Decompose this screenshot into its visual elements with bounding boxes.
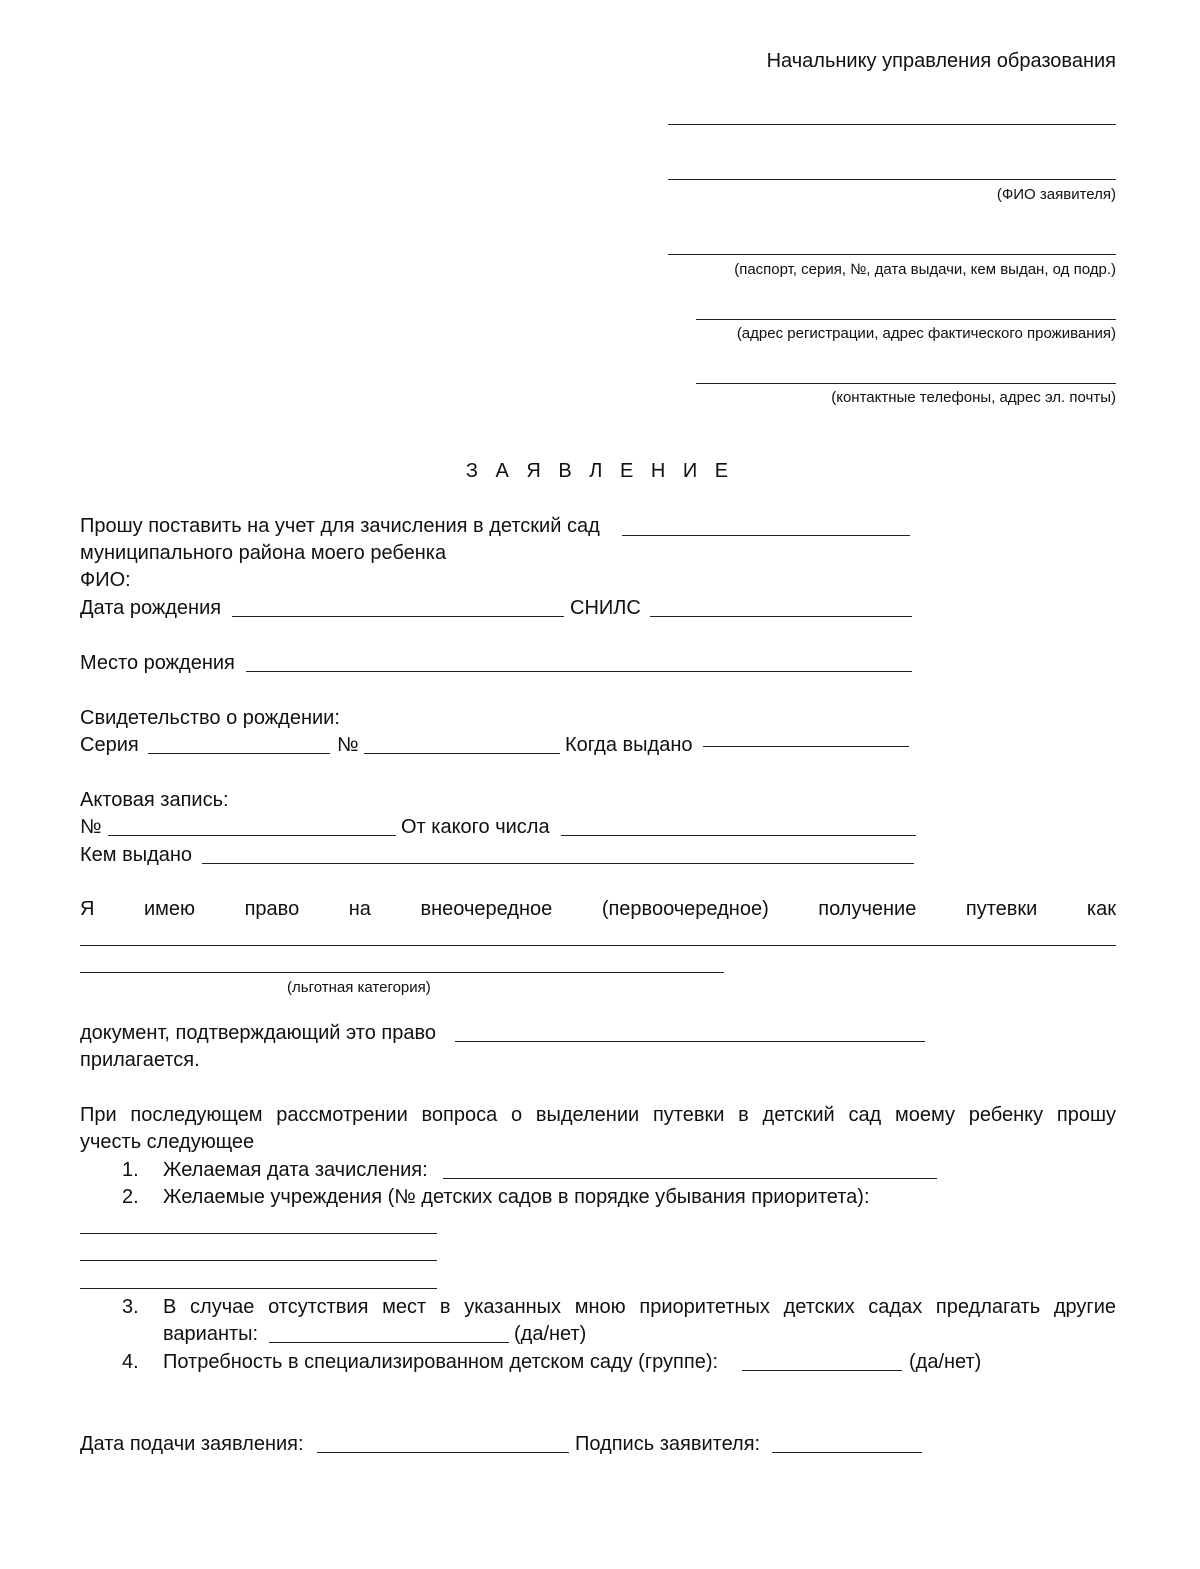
act-date-field[interactable]: [561, 835, 916, 836]
list-number: 3.: [122, 1296, 139, 1318]
birth-place-label: Место рождения: [80, 652, 235, 674]
preferences-intro-2: учесть следующее: [80, 1131, 255, 1153]
act-number-field[interactable]: [108, 835, 396, 836]
alternatives-field[interactable]: [269, 1342, 509, 1343]
desired-date-label: Желаемая дата зачисления:: [163, 1159, 428, 1181]
submission-date-field[interactable]: [317, 1452, 569, 1453]
page-title: З А Я В Л Е Н И Е: [465, 460, 735, 482]
category-caption: (льготная категория): [287, 979, 431, 996]
act-record-heading: Актовая запись:: [80, 789, 229, 811]
institution-field-3[interactable]: [80, 1288, 437, 1289]
certificate-heading: Свидетельство о рождении:: [80, 707, 340, 729]
privilege-word: (первоочередное): [601, 898, 769, 920]
special-group-label: Потребность в специализированном детском саду (группе):: [163, 1351, 719, 1373]
institution-field-1[interactable]: [80, 1233, 437, 1234]
list-number: 2.: [122, 1186, 139, 1208]
desired-institutions-label: Желаемые учреждения (№ детских садов в порядке убывания приоритета):: [163, 1186, 870, 1208]
desired-date-field[interactable]: [443, 1178, 937, 1179]
addressee: Начальнику управления образования: [766, 50, 1116, 72]
snils-field[interactable]: [650, 616, 912, 617]
alternatives-label-2: варианты:: [163, 1323, 259, 1345]
privilege-word: на: [348, 898, 371, 920]
attached-text: прилагается.: [80, 1049, 200, 1071]
signature-label: Подпись заявителя:: [575, 1433, 761, 1455]
passport-caption: (паспорт, серия, №, дата выдачи, кем выдан, од подр.): [734, 261, 1116, 278]
child-fio-label: ФИО:: [80, 569, 131, 591]
privilege-category-field-1[interactable]: [80, 945, 1116, 946]
act-issued-by-field[interactable]: [202, 863, 914, 864]
privilege-word: путевки: [965, 898, 1038, 920]
certificate-series-field[interactable]: [148, 753, 330, 754]
alternatives-suffix: (да/нет): [514, 1323, 587, 1345]
special-group-field[interactable]: [742, 1370, 902, 1371]
snils-label: СНИЛС: [570, 597, 641, 619]
certificate-number-field[interactable]: [364, 753, 560, 754]
privilege-word: внеочередное: [420, 898, 553, 920]
kindergarten-field[interactable]: [622, 535, 910, 536]
certificate-date-field[interactable]: [703, 746, 909, 747]
address-caption: (адрес регистрации, адрес фактического проживания): [736, 325, 1116, 342]
document-label: документ, подтверждающий это право: [80, 1022, 437, 1044]
privilege-word: Я: [80, 898, 95, 920]
privilege-category-field-2[interactable]: [80, 972, 724, 973]
act-number-label: №: [80, 816, 102, 838]
institution-field-2[interactable]: [80, 1260, 437, 1261]
privilege-statement: [80, 896, 1116, 922]
act-date-label: От какого числа: [401, 816, 550, 838]
contacts-field[interactable]: [696, 383, 1116, 384]
list-number: 4.: [122, 1351, 139, 1373]
special-group-suffix: (да/нет): [909, 1351, 982, 1373]
preferences-intro-1: При последующем рассмотрении вопроса о выделении путевки в детский сад моему ребенку прошу: [80, 1104, 1116, 1126]
privilege-word: получение: [818, 898, 917, 920]
certificate-date-label: Когда выдано: [565, 734, 693, 756]
passport-field[interactable]: [668, 254, 1116, 255]
addressee-name-field[interactable]: [668, 124, 1116, 125]
address-field[interactable]: [696, 319, 1116, 320]
submission-date-label: Дата подачи заявления:: [80, 1433, 304, 1455]
privilege-word: как: [1086, 898, 1116, 920]
request-line-1: Прошу поставить на учет для зачисления в детский сад: [80, 515, 600, 537]
fio-caption: (ФИО заявителя): [996, 186, 1116, 203]
applicant-fio-field[interactable]: [668, 179, 1116, 180]
contacts-caption: (контактные телефоны, адрес эл. почты): [831, 389, 1116, 406]
privilege-word: имею: [144, 898, 196, 920]
signature-field[interactable]: [772, 1452, 922, 1453]
list-number: 1.: [122, 1159, 139, 1181]
privilege-word: право: [244, 898, 300, 920]
birth-date-field[interactable]: [232, 616, 564, 617]
alternatives-label-1: В случае отсутствия мест в указанных мною приоритетных детских садах предлагать другие: [163, 1296, 1116, 1318]
birth-date-label: Дата рождения: [80, 597, 222, 619]
certificate-series-label: Серия: [80, 734, 139, 756]
document-field[interactable]: [455, 1041, 925, 1042]
request-line-2: муниципального района моего ребенка: [80, 542, 447, 564]
certificate-number-label: №: [337, 734, 359, 756]
birth-place-field[interactable]: [246, 671, 912, 672]
act-issued-by-label: Кем выдано: [80, 844, 193, 866]
